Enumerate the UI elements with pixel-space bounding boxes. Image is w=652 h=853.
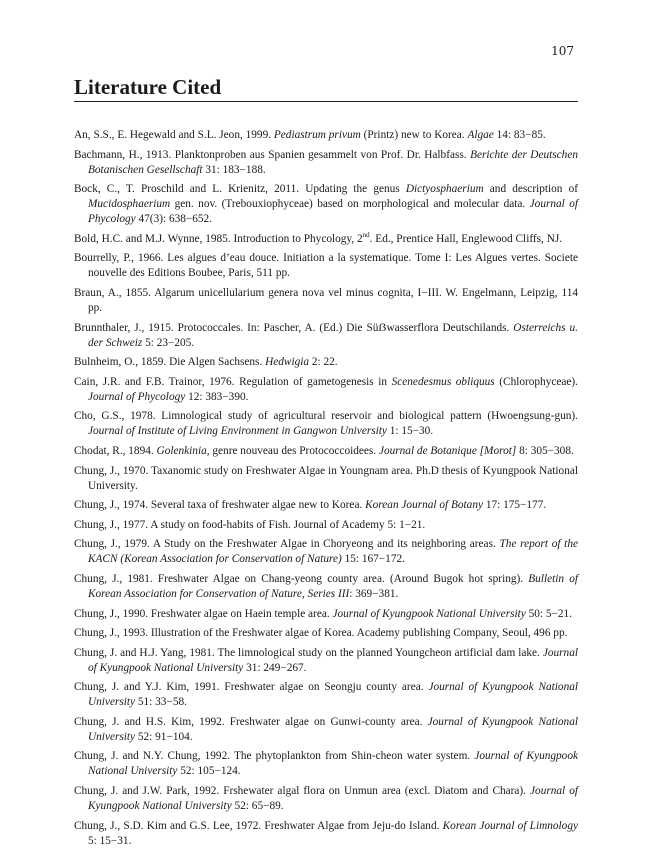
reference-text: Chodat, R., 1894. — [74, 444, 157, 457]
reference-entry — [74, 182, 578, 227]
reference-text: Bulnheim, O., 1859. Die Algen Sachsens. — [74, 356, 266, 369]
reference-text: 2: 22. — [309, 356, 338, 369]
reference-text: 52: 105−124. — [177, 765, 241, 778]
reference-italic-text: Hedwigia — [265, 356, 310, 369]
reference-text: Cain, J.R. and F.B. Trainor, 1976. Regulation of gametogenesis in — [74, 375, 392, 388]
reference-entry — [74, 128, 578, 143]
heading-rule — [74, 101, 578, 102]
reference-text: and description of — [483, 183, 578, 196]
reference-text: . Ed., Prentice Hall, Englewood Cliffs, NJ. — [369, 232, 563, 245]
reference-text: 52: 91−104. — [135, 730, 193, 743]
reference-text: Braun, A., 1855. Algarum unicellularium genera nova vel minus cognita, I−III. W. Engelmann, Leipzig, 114 pp. — [74, 286, 578, 314]
reference-text: Chung, J., 1974. Several taxa of freshwater algae new to Korea. — [74, 499, 366, 512]
reference-italic-text: Berichte der Deutschen Botanischen Gesellschaft — [88, 148, 578, 176]
reference-text: 8: 305−308. — [516, 444, 574, 457]
reference-entry — [74, 286, 578, 316]
reference-entry — [74, 444, 578, 459]
reference-text: 5: 15−31. — [88, 834, 132, 847]
reference-italic-text: Journal of Institute of Living Environment in Gangwon University — [88, 425, 387, 438]
section-heading: Literature Cited — [74, 75, 222, 99]
reference-entry — [74, 646, 578, 676]
reference-text: gen. nov. (Trebouxiophyceae) based on morphological and molecular data. — [170, 198, 530, 211]
reference-italic-text: Algae — [467, 129, 494, 141]
reference-entry — [74, 148, 578, 178]
reference-italic-text: Journal of Kyungpook National University — [88, 646, 578, 674]
reference-entry — [74, 749, 578, 779]
reference-text: Chung, J., 1990. Freshwater algae on Haein temple area. — [74, 607, 333, 620]
reference-entry — [74, 626, 578, 641]
reference-text: Bock, C., T. Proschild and L. Krienitz, 2011. Updating the genus — [74, 183, 406, 196]
reference-italic-text: Journal of Phycology — [88, 390, 186, 403]
reference-text: Bold, H.C. and M.J. Wynne, 1985. Introduction to Phycology, 2 — [74, 232, 363, 245]
reference-italic-text: Osterreichs u. der Schweiz — [88, 321, 578, 349]
reference-text: 14: 83−85. — [493, 129, 546, 141]
reference-italic-text: Journal of Kyungpook National University — [88, 750, 578, 778]
reference-text: Chung, J., 1993. Illustration of the Freshwater algae of Korea. Academy publishing Company, Seoul, 496 pp. — [74, 627, 568, 640]
reference-text: Bourrelly, P., 1966. Les algues d’eau douce. Initiation a la systematique. Tome I: Les Algues vertes. Societe nouvelle des Editions Boubee, Paris, 511 pp. — [74, 252, 578, 280]
reference-text: Chung, J., S.D. Kim and G.S. Lee, 1972. Freshwater Algae from Jeju-do Island. — [74, 819, 443, 832]
reference-entry — [74, 819, 578, 849]
page-number: 107 — [551, 44, 574, 58]
reference-text: 17: 175−177. — [483, 499, 547, 512]
reference-text: 31: 183−188. — [202, 163, 266, 176]
reference-list — [74, 128, 578, 853]
reference-text: Chung, J. and Y.J. Kim, 1991. Freshwater algae on Seongju county area. — [74, 681, 429, 694]
reference-text: Chung, J., 1970. Taxanomic study on Freshwater Algae in Youngnam area. Ph.D thesis of Kyungpook National University. — [74, 464, 578, 492]
reference-text: , genre nouveau des Protococcoidees. — [206, 444, 379, 457]
reference-entry — [74, 784, 578, 814]
reference-entry — [74, 251, 578, 281]
reference-italic-text: Bulletin of Korean Association for Conservation of Nature, Series III — [88, 572, 578, 600]
reference-italic-text: Korean Journal of Limnology — [442, 819, 578, 832]
reference-text: 51: 33−58. — [135, 696, 187, 709]
reference-text: (Printz) new to Korea. — [360, 129, 468, 141]
reference-entry — [74, 232, 578, 247]
reference-text: Chung, J., 1981. Freshwater Algae on Chang-yeong county area. (Around Bugok hot spring). — [74, 572, 529, 585]
reference-entry — [74, 498, 578, 513]
reference-italic-text: Mucidosphaerium — [88, 198, 171, 211]
reference-italic-text: Scenedesmus obliquus — [391, 375, 495, 388]
reference-entry — [74, 715, 578, 745]
reference-entry — [74, 375, 578, 405]
reference-entry — [74, 409, 578, 439]
reference-text: 1: 15−30. — [386, 425, 434, 438]
reference-text: Chung, J. and J.W. Park, 1992. Frshewater algal flora on Unmun area (excl. Diatom and Chara). — [74, 785, 531, 798]
reference-entry — [74, 464, 578, 494]
reference-italic-text: Journal of Kyungpook National University — [88, 681, 579, 709]
reference-text: Brunnthaler, J., 1915. Protococcales. In: Pascher, A. (Ed.) Die Süẞwasserflora Deutschilands. — [74, 321, 514, 334]
reference-italic-text: Journal of Kyungpook National University — [332, 607, 526, 620]
reference-entry — [74, 680, 578, 710]
reference-italic-text: Journal of Kyungpook National University — [88, 785, 578, 813]
reference-text: An, S.S., E. Hegewald and S.L. Jeon, 1999. — [74, 129, 274, 141]
reference-text: Chung, J., 1979. A Study on the Freshwater Algae in Choryeong and its neighboring areas. — [74, 538, 500, 551]
reference-entry — [74, 607, 578, 622]
reference-text: Chung, J. and H.S. Kim, 1992. Freshwater algae on Gunwi-county area. — [74, 715, 428, 728]
reference-italic-text: Journal of Phycology — [88, 198, 578, 226]
reference-text: Chung, J. and N.Y. Chung, 1992. The phytoplankton from Shin-cheon water system. — [74, 750, 475, 763]
reference-italic-text: Pediastrum privum — [273, 129, 361, 141]
reference-text: 5: 23−205. — [142, 336, 195, 349]
reference-text: Chung, J., 1977. A study on food-habits of Fish. Journal of Academy 5: 1−21. — [74, 518, 426, 531]
reference-entry — [74, 572, 578, 602]
reference-entry — [74, 321, 578, 351]
reference-superscript: nd — [362, 231, 370, 240]
reference-italic-text: Korean Journal of Botany — [365, 499, 483, 512]
reference-italic-text: Golenkinia — [156, 444, 207, 457]
reference-entry — [74, 355, 578, 370]
reference-text: Cho, G.S., 1978. Limnological study of agricultural reservoir and biological pattern (Hwoengsung-gun). — [74, 410, 578, 423]
reference-text: : 369−381. — [349, 587, 399, 600]
reference-entry — [74, 537, 578, 567]
reference-text: 12: 383−390. — [185, 390, 249, 403]
reference-italic-text: Journal of Kyungpook National University — [88, 715, 578, 743]
reference-italic-text: The report of the KACN (Korean Association for Conservation of Nature) — [88, 538, 578, 566]
reference-text: Chung, J. and H.J. Yang, 1981. The limnological study on the planned Youngcheon artificial dam lake. — [74, 646, 543, 659]
reference-text: 15: 167−172. — [341, 553, 405, 566]
reference-text: Bachmann, H., 1913. Planktonproben aus Spanien gesammelt von Prof. Dr. Halbfass. — [74, 148, 471, 161]
reference-text: 50: 5−21. — [525, 607, 573, 620]
reference-italic-text: Journal de Botanique [Morot] — [378, 444, 517, 457]
reference-text: 47(3): 638−652. — [135, 213, 213, 226]
reference-text: 52: 65−89. — [231, 800, 284, 813]
reference-entry — [74, 518, 578, 533]
reference-italic-text: Dictyosphaerium — [405, 183, 484, 196]
reference-text: 31: 249−267. — [243, 661, 307, 674]
reference-text: (Chlorophyceae). — [494, 375, 578, 388]
